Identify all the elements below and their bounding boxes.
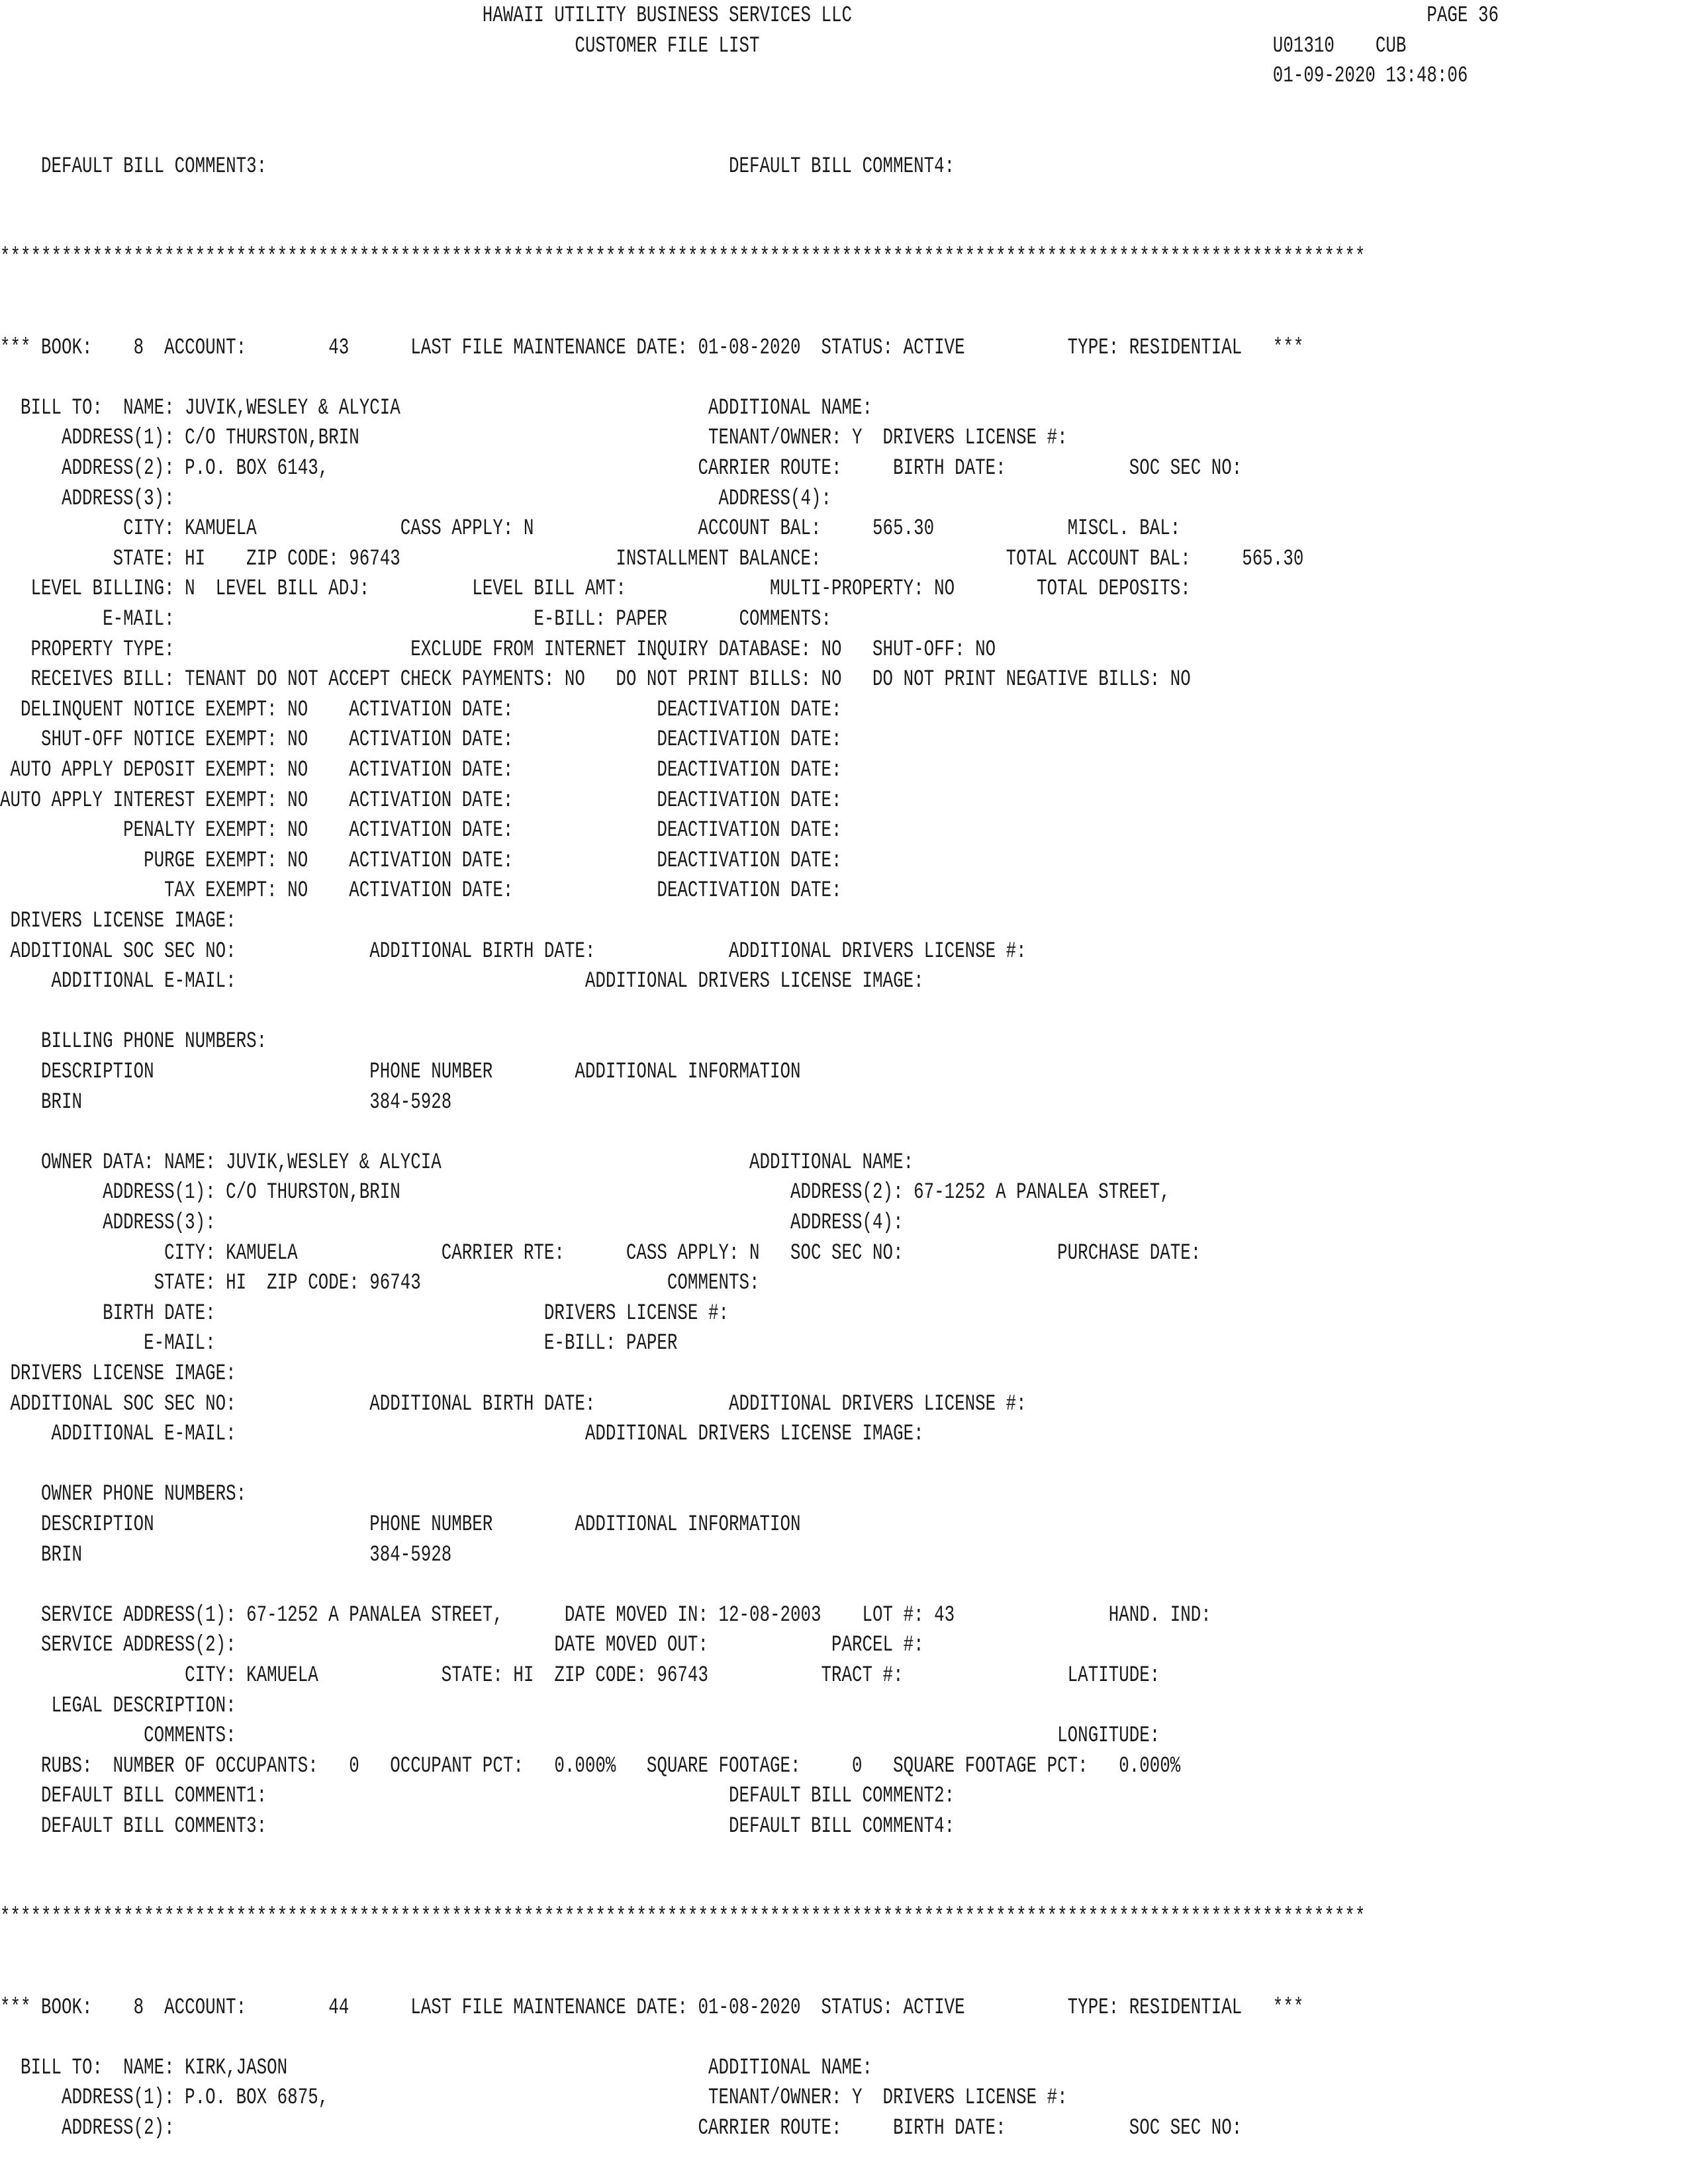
report-line: BIRTH DATE: DRIVERS LICENSE #:	[0, 1300, 729, 1326]
report-line: RUBS: NUMBER OF OCCUPANTS: 0 OCCUPANT PCT: 0.000% SQUARE FOOTAGE: 0 SQUARE FOOTAGE PCT: 0.000%	[0, 1753, 1181, 1779]
account-record-header: *** BOOK: 8 ACCOUNT: 44 LAST FILE MAINTENANCE DATE: 01-08-2020 STATUS: ACTIVE TYPE: RESIDENTIAL ***	[0, 1995, 1304, 2021]
report-line: ADDITIONAL E-MAIL: ADDITIONAL DRIVERS LICENSE IMAGE:	[0, 1422, 924, 1447]
report-line: BILL TO: NAME: KIRK,JASON ADDITIONAL NAME:	[0, 2055, 873, 2081]
account-record-header: *** BOOK: 8 ACCOUNT: 43 LAST FILE MAINTENANCE DATE: 01-08-2020 STATUS: ACTIVE TYPE: RESIDENTIAL ***	[0, 335, 1304, 361]
report-line: AUTO APPLY INTEREST EXEMPT: NO ACTIVATION DATE: DEACTIVATION DATE:	[0, 788, 842, 813]
report-line: TAX EXEMPT: NO ACTIVATION DATE: DEACTIVATION DATE:	[0, 878, 842, 904]
report-line: LEVEL BILLING: N LEVEL BILL ADJ: LEVEL BILL AMT: MULTI-PROPERTY: NO TOTAL DEPOSITS:	[0, 576, 1191, 602]
report-line: ADDRESS(2): CARRIER ROUTE: BIRTH DATE: SOC SEC NO:	[0, 2116, 1243, 2141]
report-line: DESCRIPTION PHONE NUMBER ADDITIONAL INFORMATION	[0, 1512, 801, 1537]
report-line: COMMENTS: LONGITUDE:	[0, 1723, 1160, 1749]
report-line: ADDITIONAL SOC SEC NO: ADDITIONAL BIRTH DATE: ADDITIONAL DRIVERS LICENSE #:	[0, 938, 1027, 964]
report-line: STATE: HI ZIP CODE: 96743 INSTALLMENT BALANCE: TOTAL ACCOUNT BAL: 565.30	[0, 546, 1304, 572]
report-line: CITY: KAMUELA CARRIER RTE: CASS APPLY: N SOC SEC NO: PURCHASE DATE:	[0, 1240, 1201, 1266]
report-line: ADDRESS(3): ADDRESS(4):	[0, 1210, 904, 1236]
report-line: DESCRIPTION PHONE NUMBER ADDITIONAL INFORMATION	[0, 1060, 801, 1085]
report-line: DELINQUENT NOTICE EXEMPT: NO ACTIVATION DATE: DEACTIVATION DATE:	[0, 697, 842, 723]
report-line: SERVICE ADDRESS(1): 67-1252 A PANALEA STREET, DATE MOVED IN: 12-08-2003 LOT #: 43 HAND. IND:	[0, 1602, 1211, 1628]
report-line: STATE: HI ZIP CODE: 96743 COMMENTS:	[0, 1271, 760, 1297]
report-line: ADDRESS(3): ADDRESS(4):	[0, 486, 832, 512]
report-line: PROPERTY TYPE: EXCLUDE FROM INTERNET INQUIRY DATABASE: NO SHUT-OFF: NO	[0, 637, 996, 662]
report-line: SHUT-OFF NOTICE EXEMPT: NO ACTIVATION DATE: DEACTIVATION DATE:	[0, 727, 842, 753]
report-line: E-MAIL: E-BILL: PAPER COMMENTS:	[0, 607, 832, 632]
report-line: DEFAULT BILL COMMENT3: DEFAULT BILL COMMENT4:	[0, 154, 955, 179]
report-line: BILL TO: NAME: JUVIK,WESLEY & ALYCIA ADDITIONAL NAME:	[0, 395, 873, 421]
report-line: ADDRESS(1): P.O. BOX 6875, TENANT/OWNER: Y DRIVERS LICENSE #:	[0, 2085, 1068, 2111]
report-line: BRIN 384-5928	[0, 1542, 452, 1568]
report-line: BILLING PHONE NUMBERS:	[0, 1029, 267, 1055]
report-line: ADDRESS(2): P.O. BOX 6143, CARRIER ROUTE: BIRTH DATE: SOC SEC NO:	[0, 456, 1243, 481]
report-line: PENALTY EXEMPT: NO ACTIVATION DATE: DEACTIVATION DATE:	[0, 818, 842, 844]
report-line: DEFAULT BILL COMMENT1: DEFAULT BILL COMMENT2:	[0, 1784, 955, 1809]
report-line: OWNER DATA: NAME: JUVIK,WESLEY & ALYCIA ADDITIONAL NAME:	[0, 1150, 914, 1175]
report-line: OWNER PHONE NUMBERS:	[0, 1482, 247, 1508]
report-line: RECEIVES BILL: TENANT DO NOT ACCEPT CHECK PAYMENTS: NO DO NOT PRINT BILLS: NO DO NOT PRINT NEGATIVE BILLS: NO	[0, 667, 1191, 693]
report-line: 01-09-2020 13:48:06	[0, 64, 1468, 89]
record-separator: *************************************************************************************************************************************	[0, 1904, 1366, 1930]
report-line: BRIN 384-5928	[0, 1089, 452, 1115]
report-line: ADDRESS(1): C/O THURSTON,BRIN TENANT/OWNER: Y DRIVERS LICENSE #:	[0, 426, 1068, 451]
report-line: ADDITIONAL E-MAIL: ADDITIONAL DRIVERS LICENSE IMAGE:	[0, 969, 924, 995]
record-separator: *************************************************************************************************************************************	[0, 244, 1366, 270]
report-line: DRIVERS LICENSE IMAGE:	[0, 1361, 236, 1387]
report-line: E-MAIL: E-BILL: PAPER	[0, 1331, 678, 1357]
report-line: DEFAULT BILL COMMENT3: DEFAULT BILL COMMENT4:	[0, 1814, 955, 1839]
report-line: DRIVERS LICENSE IMAGE:	[0, 909, 236, 934]
report-line: CUSTOMER FILE LIST U01310 CUB	[0, 33, 1407, 59]
report-line: HAWAII UTILITY BUSINESS SERVICES LLC PAGE 36	[0, 3, 1499, 28]
report-line: CITY: KAMUELA STATE: HI ZIP CODE: 96743 TRACT #: LATITUDE:	[0, 1663, 1160, 1688]
report-line: PURGE EXEMPT: NO ACTIVATION DATE: DEACTIVATION DATE:	[0, 848, 842, 874]
report-line: ADDRESS(1): C/O THURSTON,BRIN ADDRESS(2): 67-1252 A PANALEA STREET,	[0, 1180, 1170, 1206]
report-line: ADDITIONAL SOC SEC NO: ADDITIONAL BIRTH DATE: ADDITIONAL DRIVERS LICENSE #:	[0, 1391, 1027, 1417]
report-line: CITY: KAMUELA CASS APPLY: N ACCOUNT BAL: 565.30 MISCL. BAL:	[0, 516, 1181, 542]
report-line: AUTO APPLY DEPOSIT EXEMPT: NO ACTIVATION DATE: DEACTIVATION DATE:	[0, 758, 842, 783]
report-line: SERVICE ADDRESS(2): DATE MOVED OUT: PARCEL #:	[0, 1633, 924, 1659]
report-line: LEGAL DESCRIPTION:	[0, 1693, 236, 1719]
